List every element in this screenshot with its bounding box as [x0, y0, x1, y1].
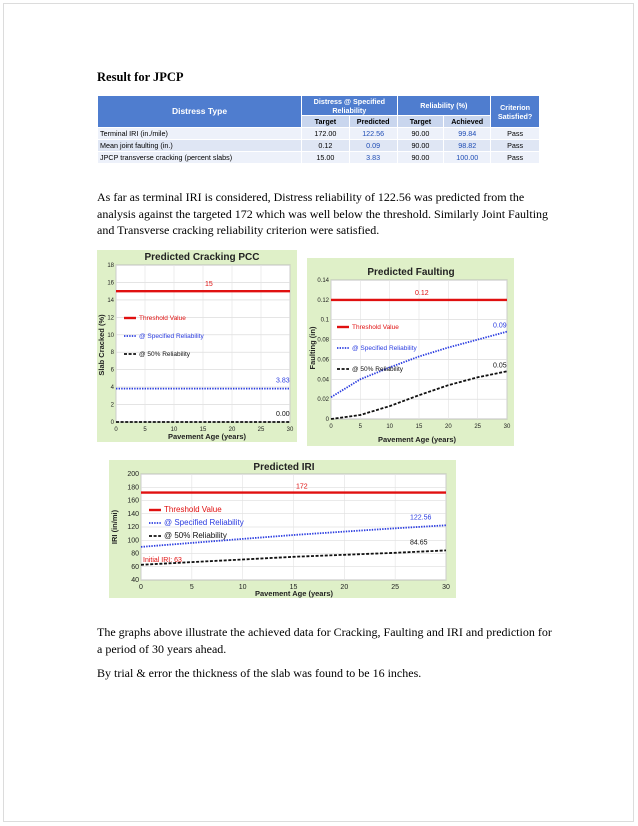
- data-label-fifty-end: 84.65: [410, 539, 428, 547]
- x-tick-label: 30: [286, 427, 294, 433]
- x-tick-label: 15: [199, 427, 207, 433]
- y-axis-label: Slab Cracked (%): [97, 314, 106, 376]
- chart-cracking: [97, 250, 297, 442]
- row-target: 15.00: [302, 152, 350, 164]
- data-label-fifty-end: 0.00: [276, 411, 290, 418]
- x-axis-label: Pavement Age (years): [167, 432, 247, 441]
- row-criterion: Pass: [491, 128, 540, 140]
- y-axis-label: IRI (in/mi): [110, 509, 119, 545]
- x-tick-label: 0: [114, 427, 118, 433]
- x-tick-label: 20: [444, 424, 452, 430]
- x-tick-label: 5: [189, 584, 194, 591]
- section-heading: Result for JPCP: [97, 70, 184, 84]
- row-achieved: 98.82: [444, 140, 491, 152]
- y-tick-label: 0.04: [317, 377, 329, 384]
- y-tick-label: 180: [127, 484, 139, 492]
- chart-title: Predicted Faulting: [367, 267, 455, 278]
- y-tick-label: 80: [131, 550, 139, 558]
- x-tick-label: 30: [503, 424, 511, 430]
- row-name: Terminal IRI (in./mile): [98, 128, 302, 140]
- paragraph-graphs-summary: The graphs above illustrate the achieved data for Cracking, Faulting and IRI and prediction for a period of 30 years ahead.: [97, 625, 552, 656]
- row-achieved: 100.00: [444, 152, 491, 164]
- x-tick-label: 20: [340, 584, 349, 591]
- y-tick-label: 0.14: [317, 278, 329, 284]
- data-label-threshold: 172: [296, 483, 308, 491]
- y-tick-label: 120: [127, 524, 139, 531]
- y-tick-label: 8: [110, 350, 114, 357]
- y-tick-label: 6: [110, 367, 114, 374]
- row-achieved: 99.84: [444, 128, 491, 140]
- y-tick-label: 18: [107, 263, 114, 269]
- x-tick-label: 10: [238, 584, 247, 591]
- row-reliability-target: 90.00: [397, 152, 444, 164]
- header-criterion: Criterion Satisfied?: [491, 96, 540, 128]
- subheader-achieved: Achieved: [444, 116, 491, 128]
- subheader-predicted: Predicted: [349, 116, 397, 128]
- legend-entry: @ Specified Reliability: [352, 345, 417, 352]
- legend-entry: Threshold Value: [352, 324, 399, 331]
- data-label-specified-end: 122.56: [410, 514, 432, 522]
- chart-iri-svg: [109, 460, 456, 598]
- legend-entry: @ 50% Reliability: [352, 366, 404, 373]
- data-label-threshold: 0.12: [415, 289, 429, 297]
- y-tick-label: 40: [131, 577, 139, 584]
- x-axis-label: Pavement Age (years): [254, 589, 334, 598]
- y-tick-label: 100: [127, 537, 139, 545]
- header-distress-type: Distress Type: [98, 96, 302, 128]
- row-name: Mean joint faulting (in.): [98, 140, 302, 152]
- x-tick-label: 0: [329, 424, 333, 430]
- y-tick-label: 0.12: [317, 297, 329, 304]
- x-tick-label: 30: [442, 584, 450, 591]
- chart-cracking-svg: [97, 250, 297, 442]
- x-tick-label: 15: [289, 584, 298, 591]
- row-predicted: 122.56: [349, 128, 397, 140]
- row-name: JPCP transverse cracking (percent slabs): [98, 152, 302, 164]
- y-tick-label: 0.1: [320, 317, 329, 324]
- y-tick-label: 0.06: [317, 357, 329, 364]
- legend-entry: @ 50% Reliability: [139, 351, 191, 358]
- y-tick-label: 0.08: [317, 337, 329, 344]
- y-tick-label: 0: [110, 420, 114, 426]
- legend-entry: Threshold Value: [164, 505, 222, 514]
- chart-faulting-svg: [307, 258, 514, 446]
- y-tick-label: 60: [131, 563, 139, 571]
- row-predicted: 3.83: [349, 152, 397, 164]
- y-tick-label: 10: [107, 332, 114, 339]
- subheader-target: Target: [302, 116, 350, 128]
- row-target: 0.12: [302, 140, 350, 152]
- x-tick-label: 0: [139, 584, 143, 591]
- legend-entry: @ Specified Reliability: [164, 518, 244, 527]
- chart-faulting: [307, 258, 514, 446]
- row-criterion: Pass: [491, 140, 540, 152]
- x-axis-label: Pavement Age (years): [377, 435, 457, 444]
- subheader-target-reliability: Target: [397, 116, 444, 128]
- data-label-specified-end: 3.83: [276, 377, 290, 385]
- header-distress-specified: Distress @ Specified Reliability: [302, 96, 398, 116]
- y-tick-label: 4: [110, 385, 114, 392]
- data-label-initial: Initial IRI: 63: [143, 556, 182, 564]
- x-tick-label: 10: [170, 427, 178, 433]
- legend-entry: Threshold Value: [139, 315, 186, 322]
- legend-entry: @ Specified Reliability: [139, 333, 204, 340]
- y-tick-label: 140: [127, 510, 139, 518]
- data-label-fifty-end: 0.05: [493, 362, 507, 370]
- row-criterion: Pass: [491, 152, 540, 164]
- chart-title: Predicted IRI: [253, 462, 315, 473]
- y-tick-label: 0.02: [317, 397, 329, 404]
- table-row: [98, 152, 540, 164]
- y-tick-label: 200: [127, 471, 139, 478]
- y-tick-label: 160: [127, 497, 139, 505]
- x-tick-label: 25: [391, 584, 400, 591]
- x-tick-label: 10: [386, 424, 394, 430]
- legend-entry: @ 50% Reliability: [164, 531, 227, 540]
- x-tick-label: 5: [358, 424, 363, 430]
- row-reliability-target: 90.00: [397, 140, 444, 152]
- paragraph-iri-summary: As far as terminal IRI is considered, Distress reliability of 122.56 was predicted from the analysis against the targeted 172 which was well below the threshold. Similarly Joint Faulting and Transverse cracking reliability criterion were satisfied.: [97, 190, 549, 237]
- paragraph-slab-thickness: By trial & error the thickness of the slab was found to be 16 inches.: [97, 666, 422, 680]
- y-axis-label: Faulting (in): [308, 326, 317, 370]
- data-label-threshold: 15: [205, 281, 213, 289]
- data-label-specified-end: 0.09: [493, 322, 507, 330]
- chart-title: Predicted Cracking PCC: [144, 252, 260, 263]
- y-tick-label: 16: [107, 280, 114, 287]
- header-reliability: Reliability (%): [397, 96, 491, 116]
- chart-iri: [109, 460, 456, 598]
- y-tick-label: 14: [107, 297, 114, 304]
- row-predicted: 0.09: [349, 140, 397, 152]
- x-tick-label: 25: [474, 424, 482, 430]
- x-tick-label: 20: [228, 427, 236, 433]
- table-row: [98, 128, 540, 140]
- y-tick-label: 12: [107, 315, 114, 322]
- x-tick-label: 15: [415, 424, 423, 430]
- row-target: 172.00: [302, 128, 350, 140]
- x-tick-label: 5: [143, 427, 147, 433]
- results-table: [97, 95, 540, 164]
- row-reliability-target: 90.00: [397, 128, 444, 140]
- x-tick-label: 25: [257, 427, 265, 433]
- table-row: [98, 140, 540, 152]
- y-tick-label: 0: [325, 417, 329, 423]
- y-tick-label: 2: [110, 402, 114, 409]
